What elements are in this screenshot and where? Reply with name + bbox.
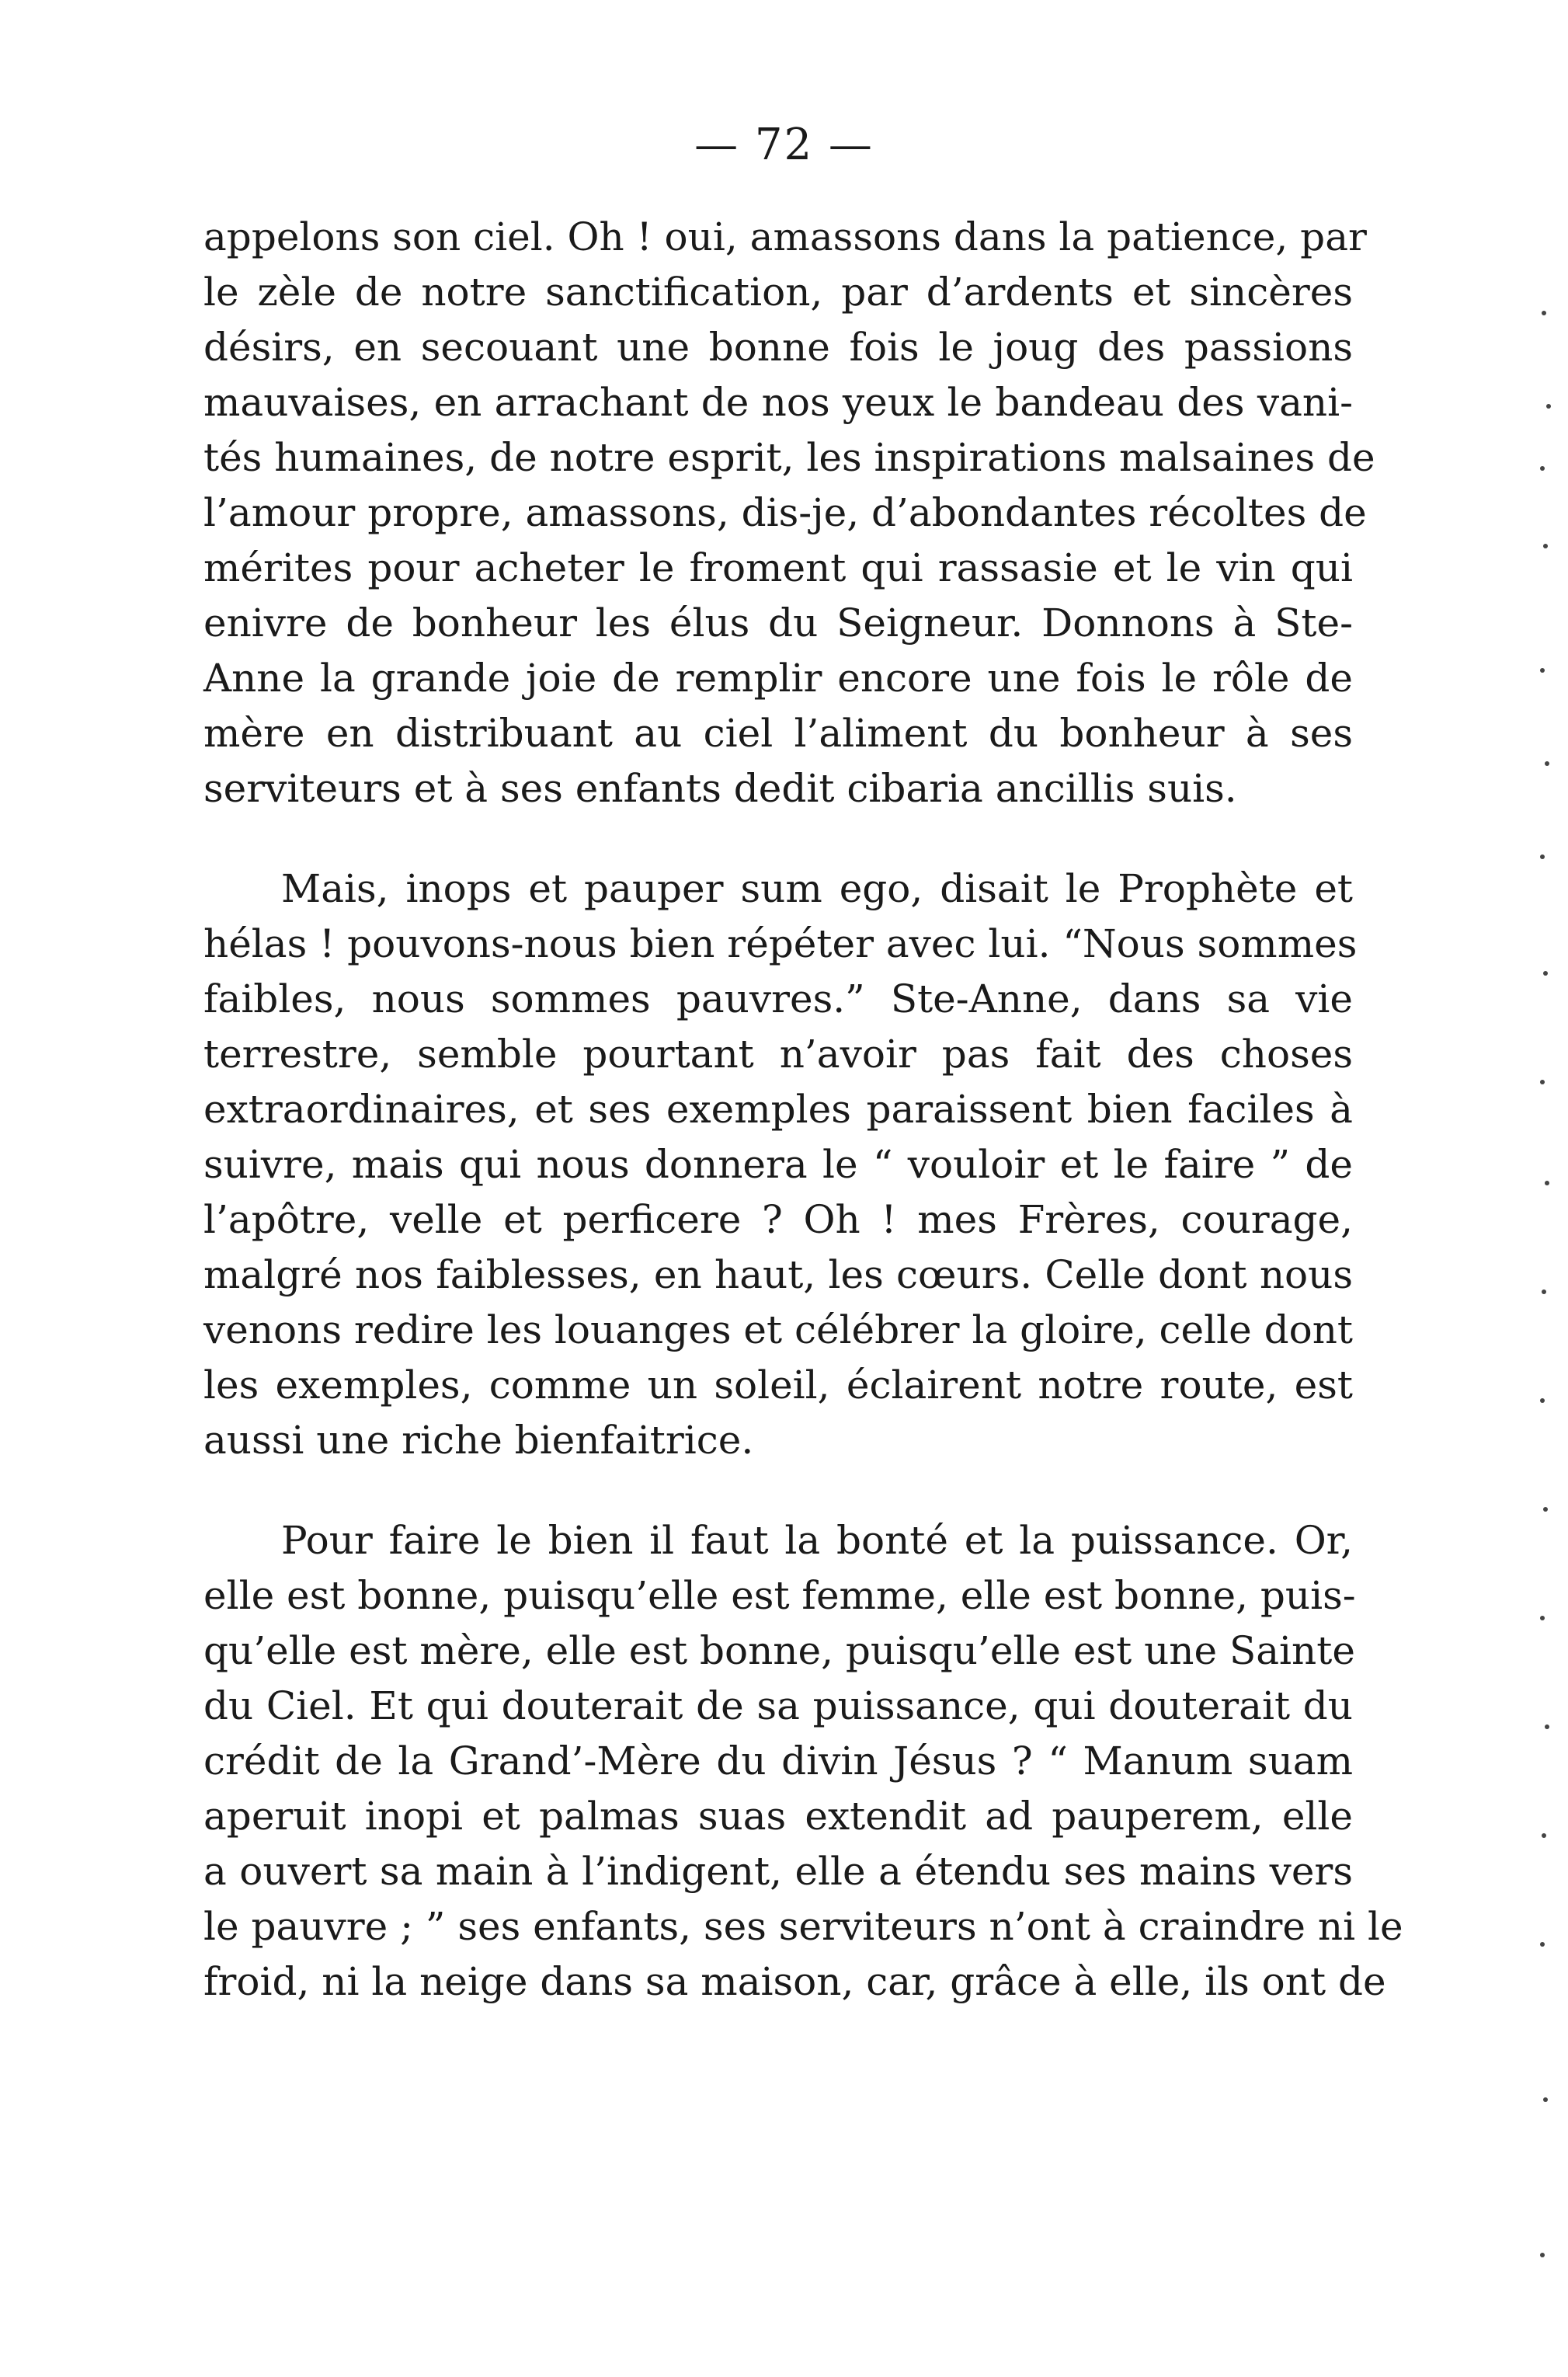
scan-speck xyxy=(1540,1080,1545,1084)
scan-speck xyxy=(1545,1724,1549,1729)
scan-speck xyxy=(1542,311,1546,315)
paragraph-1 xyxy=(203,210,1375,816)
text-line: le pauvre ; ” ses enfants, ses serviteurs n’ont à craindre ni le xyxy=(203,1904,1403,1949)
text-line: appelons son ciel. Oh ! oui, amassons dans la patience, par xyxy=(203,214,1367,259)
text-line: mérites pour acheter le froment qui rassasie et le vin qui xyxy=(203,545,1353,590)
scan-speck xyxy=(1540,854,1545,859)
scan-speck xyxy=(1545,1181,1549,1185)
text-line: suivre, mais qui nous donnera le “ vouloir et le faire ” de xyxy=(203,1142,1353,1187)
text-line: faibles, nous sommes pauvres.” Ste-Anne, dans sa vie xyxy=(203,976,1353,1021)
text-line: venons redire les louanges et célébrer la gloire, celle dont xyxy=(203,1307,1353,1352)
scan-speck xyxy=(1543,971,1548,976)
text-line: elle est bonne, puisqu’elle est femme, elle est bonne, puis- xyxy=(203,1573,1356,1618)
text-line: aussi une riche bienfaitrice. xyxy=(203,1418,754,1463)
text-line: hélas ! pouvons-nous bien répéter avec lui. “Nous sommes xyxy=(203,921,1358,966)
text-line: terrestre, semble pourtant n’avoir pas fait des choses xyxy=(203,1032,1353,1077)
text-line: tés humaines, de notre esprit, les inspirations malsaines de xyxy=(203,435,1375,480)
scan-speck xyxy=(1540,1942,1545,1947)
margin-scan-specks xyxy=(1506,0,1568,2377)
text-line: du Ciel. Et qui douterait de sa puissance, qui douterait du xyxy=(203,1683,1353,1728)
scan-speck xyxy=(1540,2253,1545,2257)
text-line: froid, ni la neige dans sa maison, car, grâce à elle, ils ont de xyxy=(203,1959,1386,2004)
scan-speck xyxy=(1540,466,1545,471)
page-number: — 72 — xyxy=(694,120,874,170)
scan-speck xyxy=(1542,1289,1546,1294)
text-line: serviteurs et à ses enfants dedit cibaria ancillis suis. xyxy=(203,766,1237,811)
text-line: a ouvert sa main à l’indigent, elle a étendu ses mains vers xyxy=(203,1849,1353,1894)
text-line: Anne la grande joie de remplir encore une fois le rôle de xyxy=(203,656,1353,701)
text-line: crédit de la Grand’-Mère du divin Jésus ? “ Manum suam xyxy=(203,1738,1353,1784)
text-line: Pour faire le bien il faut la bonté et la puissance. Or, xyxy=(281,1518,1353,1563)
scan-speck xyxy=(1546,404,1551,409)
scan-speck xyxy=(1543,544,1548,548)
text-line: mauvaises, en arrachant de nos yeux le bandeau des vani- xyxy=(203,380,1353,425)
paragraph-3 xyxy=(203,1513,1403,2010)
scan-speck xyxy=(1542,1833,1546,1838)
scan-speck xyxy=(1540,1616,1545,1620)
scan-speck xyxy=(1540,1398,1545,1403)
text-line: enivre de bonheur les élus du Seigneur. Donnons à Ste- xyxy=(203,600,1353,646)
text-line: Mais, inops et pauper sum ego, disait le Prophète et xyxy=(281,866,1353,911)
text-line: mère en distribuant au ciel l’aliment du bonheur à ses xyxy=(203,711,1353,756)
text-line: qu’elle est mère, elle est bonne, puisqu’elle est une Sainte xyxy=(203,1628,1355,1673)
text-line: désirs, en secouant une bonne fois le joug des passions xyxy=(203,325,1353,370)
scan-speck xyxy=(1543,2097,1548,2102)
text-line: malgré nos faiblesses, en haut, les cœurs. Celle dont nous xyxy=(203,1252,1353,1297)
text-line: aperuit inopi et palmas suas extendit ad pauperem, elle xyxy=(203,1794,1353,1839)
text-line: extraordinaires, et ses exemples paraissent bien faciles à xyxy=(203,1087,1353,1132)
scan-speck xyxy=(1543,1507,1548,1512)
text-line: le zèle de notre sanctification, par d’ardents et sincères xyxy=(203,270,1353,315)
text-line: l’amour propre, amassons, dis-je, d’abondantes récoltes de xyxy=(203,490,1367,535)
body-text xyxy=(203,210,1403,2010)
text-line: les exemples, comme un soleil, éclairent notre route, est xyxy=(203,1363,1353,1408)
paragraph-2 xyxy=(203,861,1358,1468)
scan-speck xyxy=(1540,668,1545,673)
text-line: l’apôtre, velle et perficere ? Oh ! mes Frères, courage, xyxy=(203,1197,1353,1242)
scan-speck xyxy=(1545,761,1549,766)
